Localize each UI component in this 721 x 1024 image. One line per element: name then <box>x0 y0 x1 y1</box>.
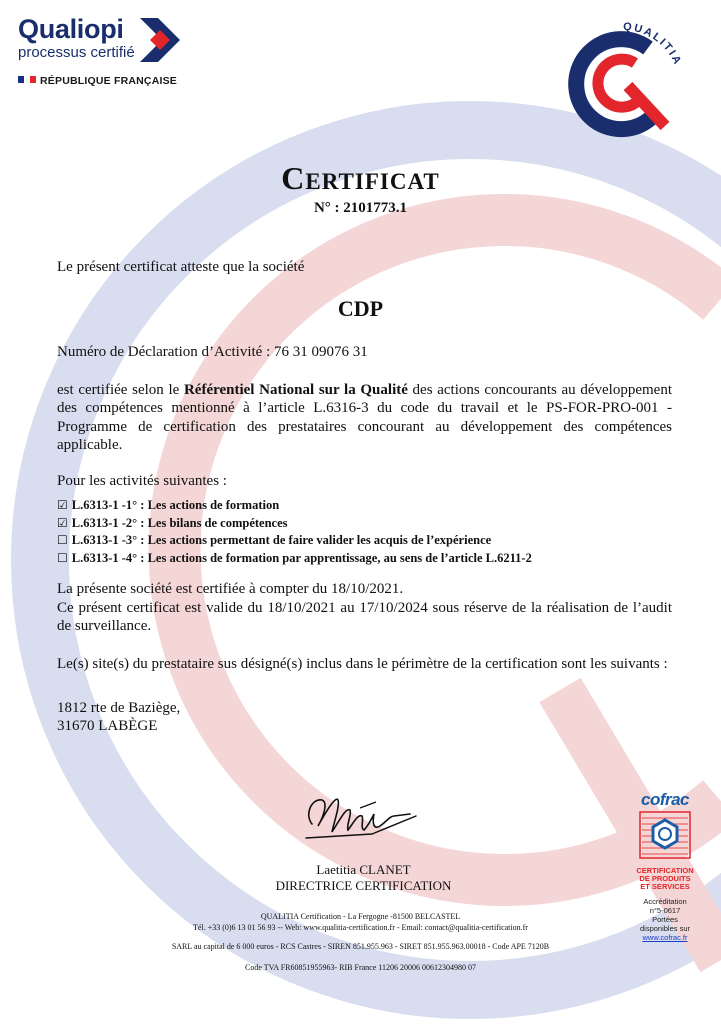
activities-intro: Pour les activités suivantes : <box>57 473 227 489</box>
footer-line-4: Code TVA FR60851955963- RIB France 11206 20006 00612304980 07 <box>245 963 476 972</box>
checkbox-empty-icon: ☐ <box>57 533 68 547</box>
activity-label: L.6313-1 -3° : Les actions permettant de faire valider les acquis de l’expérience <box>71 533 492 547</box>
validity-range: Ce présent certificat est valide du 18/10/2021 au 17/10/2024 sous réserve de la réalisation de l’audit de surveillance. <box>57 600 672 635</box>
cofrac-acc-line: Accréditation <box>643 897 687 906</box>
cofrac-acc-line: Portées <box>652 915 678 924</box>
activity-label: L.6313-1 -4° : Les actions de formation par apprentissage, au sens de l’article L.6211-2 <box>71 550 532 565</box>
certificate-number: N° : 2101773.1 <box>313 200 408 216</box>
certification-statement <box>57 381 672 455</box>
cofrac-acc-line: n°5-0617 <box>649 906 681 915</box>
cofrac-hexagon-icon <box>638 810 692 860</box>
checkbox-checked-icon: ☑ <box>57 515 68 530</box>
republique-label: RÉPUBLIQUE FRANÇAISE <box>40 75 178 87</box>
intro-text: Le présent certificat atteste que la société <box>57 259 305 275</box>
qualiopi-brand: Qualiopi <box>18 14 124 44</box>
qualitia-logo <box>553 18 688 148</box>
address-line-1: 1812 rte de Baziège, <box>57 700 181 716</box>
handwritten-signature <box>298 786 418 856</box>
signer-role: DIRECTRICE CERTIFICATION <box>275 878 452 893</box>
signer-block <box>0 862 721 894</box>
activity-item <box>57 497 532 515</box>
activity-label: L.6313-1 -1° : Les actions de formation <box>71 498 280 512</box>
footer-line-1: QUALITIA Certification - La Fergogne -81500 BELCASTEL <box>260 912 461 921</box>
statement-suffix: des actions concourants au développement des compétences mentionné à l’article L.6316-3 du code du travail et le PS-FOR-PRO-001 - Programme de certification des prestataires concourant au développement des compétences applicable. <box>57 382 672 454</box>
cofrac-link[interactable]: www.cofrac.fr <box>642 933 688 942</box>
qualiopi-chevron-icon <box>140 18 182 62</box>
republique-francaise <box>18 75 177 87</box>
qualitia-brand: QUALITIA <box>622 20 684 68</box>
certified-since: La présente société est certifiée à compter du 18/10/2021. <box>57 581 404 597</box>
cofrac-acc-line: disponibles sur <box>639 924 691 933</box>
cofrac-cert-line: CERTIFICATION <box>636 866 694 875</box>
cofrac-accreditation-text <box>630 897 700 942</box>
declaration-number: Numéro de Déclaration d’Activité : 76 31 09076 31 <box>57 344 368 360</box>
activity-label: L.6313-1 -2° : Les bilans de compétences <box>71 515 288 530</box>
signer-name: Laetitia CLANET <box>316 862 411 877</box>
cofrac-certification-label <box>630 867 700 891</box>
title-rest: ERTIFICAT <box>305 169 440 194</box>
referentiel-name: Référentiel National sur la Qualité <box>183 382 408 398</box>
sites-intro: Le(s) site(s) du prestataire sus désigné(s) inclus dans le périmètre de la certification sont les suivants : <box>57 656 668 672</box>
french-flag-icon <box>18 76 36 83</box>
activity-item <box>57 550 532 568</box>
checkbox-empty-icon: ☐ <box>57 550 68 565</box>
cofrac-cert-line: DE PRODUITS <box>639 874 691 883</box>
address-line-2: 31670 LABÈGE <box>57 718 158 734</box>
activity-item <box>57 532 532 550</box>
footer-line-2: Tél. +33 (0)6 13 01 56 93 -- Web: www.qualitia-certification.fr - Email: contact@qualitia-certification.fr <box>193 923 528 932</box>
certificate-title <box>0 160 721 197</box>
activities-list <box>57 497 532 567</box>
cofrac-brand: cofrac <box>640 790 690 809</box>
company-name: CDP <box>337 296 384 321</box>
title-first-letter: C <box>281 160 306 196</box>
qualiopi-tagline: processus certifié <box>18 44 135 61</box>
qualiopi-logo <box>18 16 135 61</box>
cofrac-accreditation <box>630 790 700 942</box>
checkbox-checked-icon: ☑ <box>57 498 68 512</box>
statement-prefix: est certifiée selon le <box>57 382 184 398</box>
cofrac-cert-line: ET SERVICES <box>640 882 690 891</box>
activity-item <box>57 515 532 533</box>
footer-line-3: SARL au capital de 6 000 euros - RCS Castres - SIREN 851.955.963 - SIRET 851.955.963.00018 - Code APE 7120B <box>171 942 550 951</box>
